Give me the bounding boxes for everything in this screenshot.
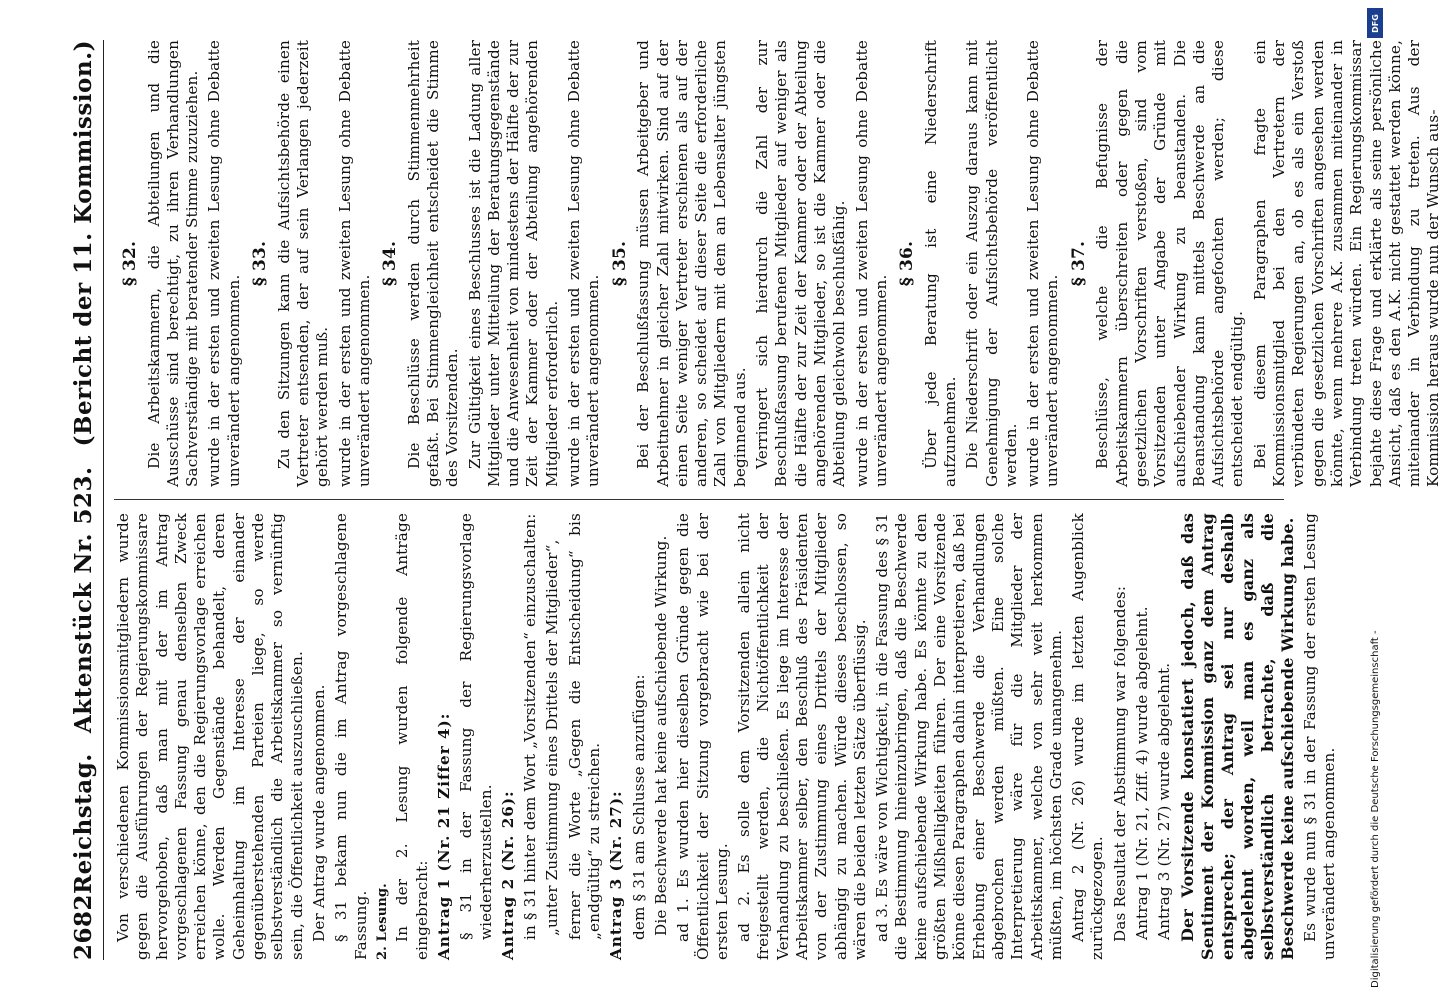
paragraph: Zu den Sitzungen kann die Aufsichtsbehörde einen Vertreter entsenden, der auf sein Verlangen jederzeit gehört werden muß. [274,40,332,487]
motion-quote: „unter Zustimmung eines Drittels der Mitglieder“, [543,539,562,936]
paragraph: In der 2. Lesung wurden folgende Anträge eingebracht: [393,513,431,960]
paragraph: Bei der Beschlußfassung müssen Arbeitgeber und Arbeitnehmer in gleicher Zahl mitwirken. Sind auf der einen Seite weniger Vertreter erschienen als auf der anderen, so scheidet auf dieser Seite die erforderliche Zahl von Mitgliedern mit dem an Lebensalter jüngsten beginnend aus. [634,40,749,487]
paragraph: Antrag 2 (Nr. 26) wurde im letzten Augenblick zurückgezogen. [1069,513,1107,960]
section-heading: § 34. [380,240,401,287]
section-heading: § 37. [1068,240,1089,287]
paragraph: Die Niederschrift oder ein Auszug daraus kann mit Genehmigung der Aufsichtsbehörde veröffentlicht werden. [963,40,1020,487]
motion-heading: Antrag 3 (Nr. 27): [607,790,626,960]
motion-text: § 31 in der Fassung der Regierungsvorlage wiederherzustellen. [457,513,495,940]
paragraph: Von verschiedenen Kommissionsmitgliedern wurde gegen die Ausführungen der Regierungskommissare hervorgehoben, daß man mit der im Antrag vorgeschlagenen Fassung genau denselben Zweck erreichen könne, den die Regierungsvorlage erreichen wolle. Werden Gegenstände behandelt, deren Geheimhaltung im Interesse der einander gegenüberstehenden Parteien liege, so werde selbstverständlich die Arbeitskammer so vernünftig sein, die Öffentlichkeit auszuschließen. [114,513,306,960]
paragraph: ad 3. Es wäre von Wichtigkeit, in die Fassung des § 31 die Bestimmung hineinzubringen, daß die Beschwerde keine aufschiebende Wirkung habe. Es könnte zu den größten Mißhelligkeiten führen. Der eine Vorsitzende könne diesen Paragraphen dahin interpretieren, daß bei Erhebung einer Beschwerde die Verhandlungen abgebrochen werden müßten. Eine solche Interpretierung wäre für die Mitglieder der Arbeitskammer, welche von sehr weit herkommen müßten, im höchsten Grade unangenehm. [873,513,1065,960]
paragraph: Die Arbeitskammern, die Abteilungen und die Ausschüsse sind berechtigt, zu ihren Verhandlungen Sachverständige mit beratender Stimme zuzuziehen. [144,40,202,487]
page-number: 2682 [70,893,97,960]
paragraph: wurde in der ersten und zweiten Lesung ohne Debatte unverändert angenommen. [852,40,890,487]
paragraph: Das Resultat der Abstimmung war folgendes: [1110,585,1129,942]
paragraph: Über jede Beratung ist eine Niederschrift aufzunehmen. [921,40,959,487]
paragraph: wurde in der ersten und zweiten Lesung ohne Debatte unverändert angenommen. [335,40,373,487]
paragraph: Der Antrag wurde angenommen. [309,684,328,942]
motion-heading: Antrag 2 (Nr. 26): [498,790,517,960]
section-heading: § 33. [250,240,271,287]
header-right-title: (Bericht der 11. Kommission.) [70,40,97,447]
right-column [114,40,1443,487]
paragraph: ad 2. Es solle dem Vorsitzenden allein nicht freigestellt werden, die Nichtöffentlichkeit der Verhandlung zu beschließen. Es liege im Interesse der Arbeitskammer selber, den Beschluß des Präsidenten von der Zustimmung eines Drittels der Mitglieder abhängig zu machen. Würde dieses beschlossen, so wären die beiden letzten Sätze überflüssig. [735,513,869,960]
left-column [114,513,1338,960]
motion-heading: Antrag 1 (Nr. 21 Ziffer 4): [434,712,453,960]
paragraph: Bei diesem Paragraphen fragte ein Kommissionsmitglied bei den Vertretern der verbündeten Regierungen an, ob es als ein Verstoß gegen die gesetzlichen Vorschriften angesehen werden könnte, wenn mehrere A.K. zusammen miteinander in Verbindung treten würden. Ein Regierungskommissar bejahte diese Frage und erklärte als seine persönliche Ansicht, daß es den A.K. nicht gestattet werden könne, miteinander in Verbindung zu treten. Aus der Kommission heraus wurde nun der Wunsch aus- [1250,40,1443,487]
paragraph: Beschlüsse, welche die Befugnisse der Arbeitskammern überschreiten oder gegen die gesetzlichen Vorschriften verstoßen, sind vom Vorsitzenden unter Angabe der Gründe mit aufschiebender Wirkung zu beanstanden. Die Beanstandung kann mittels Beschwerde an die Aufsichtsbehörde angefochten werden; diese entscheidet endgültig. [1093,40,1247,487]
subheading-second-reading: 2. Lesung. [374,883,390,960]
paragraph: wurde in der ersten und zweiten Lesung ohne Debatte unverändert angenommen. [205,40,243,487]
motion-quote: Die Beschwerde hat keine aufschiebende Wirkung. [651,535,670,936]
vote-result: Antrag 3 (Nr. 27) wurde abgelehnt. [1155,662,1174,940]
paragraph: Die Beschlüsse werden durch Stimmenmehrheit gefaßt. Bei Stimmengleichheit entscheidet die Stimme des Vorsitzenden. [404,40,462,487]
section-heading: § 36. [897,240,918,287]
credit-text: Digitalisierung gefördert durch die Deutsche Forschungsgemeinschaft - [1370,630,1381,988]
motion-text: dem § 31 am Schlusse anzufügen: [629,674,648,940]
header-center-title: Aktenstück Nr. 523. [70,466,97,734]
chair-statement: Der Vorsitzende konstatiert jedoch, daß das Sentiment der Kommission ganz dem Antrag entspreche; der Antrag sei nur deshalb abgelehnt worden, weil man es ganz als selbstverständlich betrachte, daß die Beschwerde keine aufschiebende Wirkung habe. [1177,513,1297,960]
paragraph: § 31 bekam nun die im Antrag vorgeschlagene Fassung. [332,513,370,960]
paragraph: Es wurde nun § 31 in der Fassung der ersten Lesung unverändert angenommen. [1300,513,1338,960]
digitization-credit [1369,28,1383,988]
paragraph: wurde in der ersten und zweiten Lesung ohne Debatte unverändert angenommen. [1024,40,1062,487]
section-heading: § 35. [609,240,630,287]
paragraph: wurde in der ersten und zweiten Lesung ohne Debatte unverändert angenommen. [565,40,603,487]
dfg-logo: DFG [1367,8,1383,38]
paragraph: Zur Gültigkeit eines Beschlusses ist die Ladung aller Mitglieder unter Mitteilung der Beratungsgegenstände und die Anwesenheit von mindestens der Hälfte der zur Zeit der Kammer oder der Abteilung angehörenden Mitglieder erforderlich. [465,40,561,487]
vote-result: Antrag 1 (Nr. 21, Ziff. 4) wurde abgelehnt. [1133,606,1152,940]
motion-text: ferner die Worte „Gegen die Entscheidung“ bis „endgültig“ zu streichen. [565,513,604,940]
paragraph: ad 1. Es wurden hier dieselben Gründe gegen die Öffentlichkeit der Sitzung vorgebracht wie bei der ersten Lesung. [674,513,731,960]
section-heading: § 32. [120,240,140,287]
running-head [70,40,104,960]
paragraph: Verringert sich hierdurch die Zahl der zur Beschlußfassung berufenen Mitglieder auf weniger als die Hälfte der zur Zeit der Kammer oder der Abteilung angehörenden Mitglieder, so ist die Kammer oder die Abteilung gleichwohl beschlußfähig. [753,40,849,487]
motion-text: in § 31 hinter dem Wort „Vorsitzenden“ einzuschalten: [521,513,540,940]
header-left-title: Reichstag. [70,753,97,894]
